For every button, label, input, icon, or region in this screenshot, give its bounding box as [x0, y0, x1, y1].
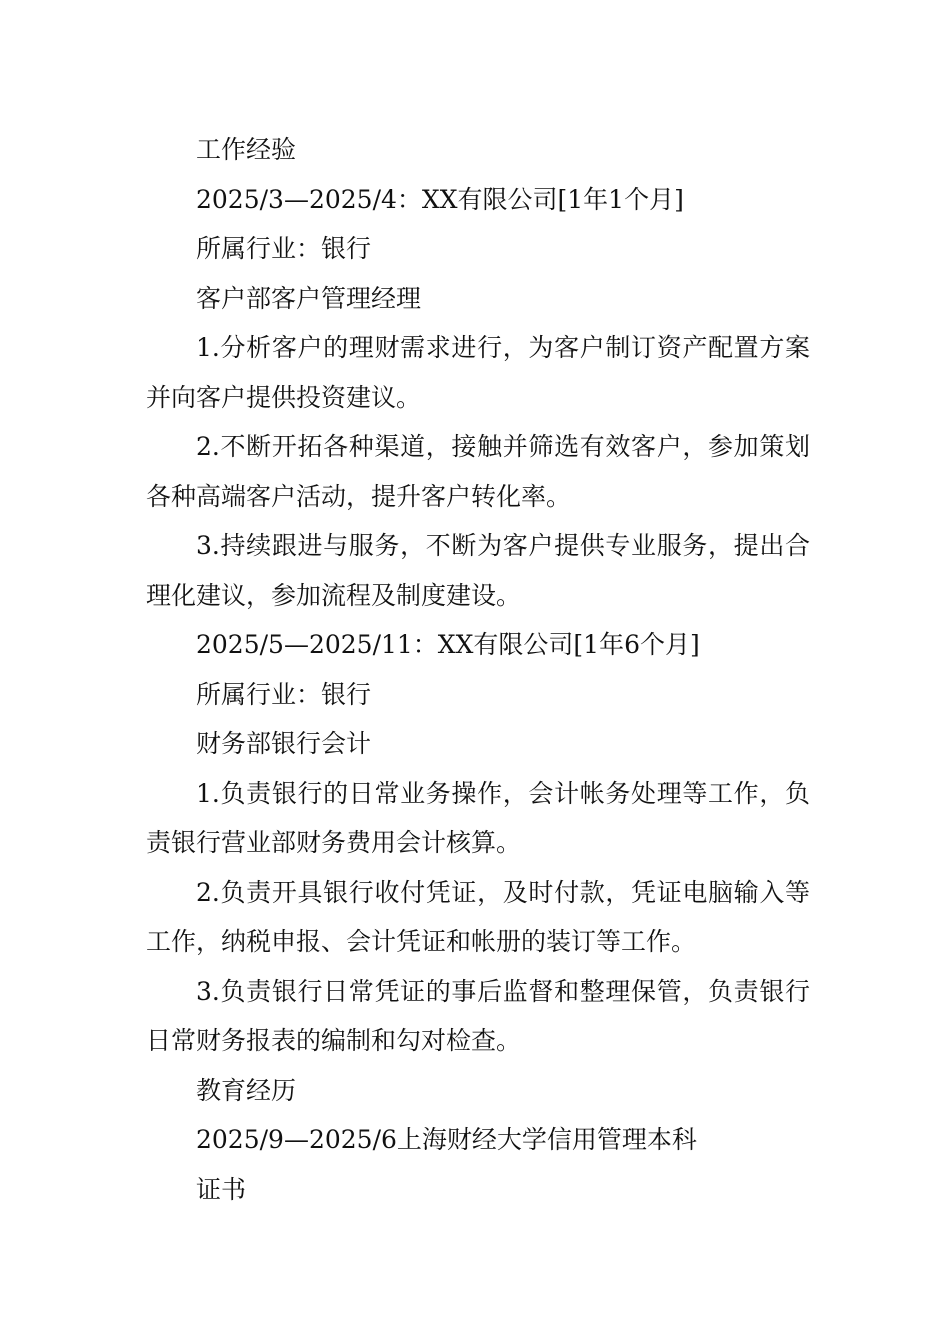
job-duty-2-3: 3.负责银行日常凭证的事后监督和整理保管，负责银行日常财务报表的编制和勾对检查。	[146, 976, 810, 1055]
section-heading-education: 教育经历	[196, 1075, 297, 1105]
job-period-2: 2025/5—2025/11：XX有限公司[1年6个月]	[196, 630, 700, 659]
job-duty-2-1: 1.负责银行的日常业务操作，会计帐务处理等工作，负责银行营业部财务费用会计核算。	[146, 778, 810, 857]
education-entry: 2025/9—2025/6上海财经大学信用管理本科	[196, 1125, 697, 1154]
job-duty-1-3: 3.持续跟进与服务，不断为客户提供专业服务，提出合理化建议，参加流程及制度建设。	[146, 531, 810, 610]
job-industry-2: 所属行业：银行	[196, 679, 372, 709]
job-title-1: 客户部客户管理经理	[196, 283, 422, 313]
job-period-1: 2025/3—2025/4：XX有限公司[1年1个月]	[196, 184, 684, 214]
job-industry-1: 所属行业：银行	[196, 234, 372, 263]
job-duty-1-1: 1.分析客户的理财需求进行，为客户制订资产配置方案并向客户提供投资建议。	[146, 333, 810, 412]
job-duty-1-2: 2.不断开拓各种渠道，接触并筛选有效客户，参加策划各种高端客户活动，提升客户转化率。	[146, 432, 810, 511]
document-body	[146, 125, 810, 1214]
job-title-2: 财务部银行会计	[196, 729, 372, 758]
job-duty-2-2: 2.负责开具银行收付凭证，及时付款，凭证电脑输入等工作，纳税申报、会计凭证和帐册的装订等工作。	[146, 877, 810, 956]
section-heading-certificates: 证书	[196, 1174, 247, 1204]
section-heading-work-experience: 工作经验	[196, 135, 297, 164]
